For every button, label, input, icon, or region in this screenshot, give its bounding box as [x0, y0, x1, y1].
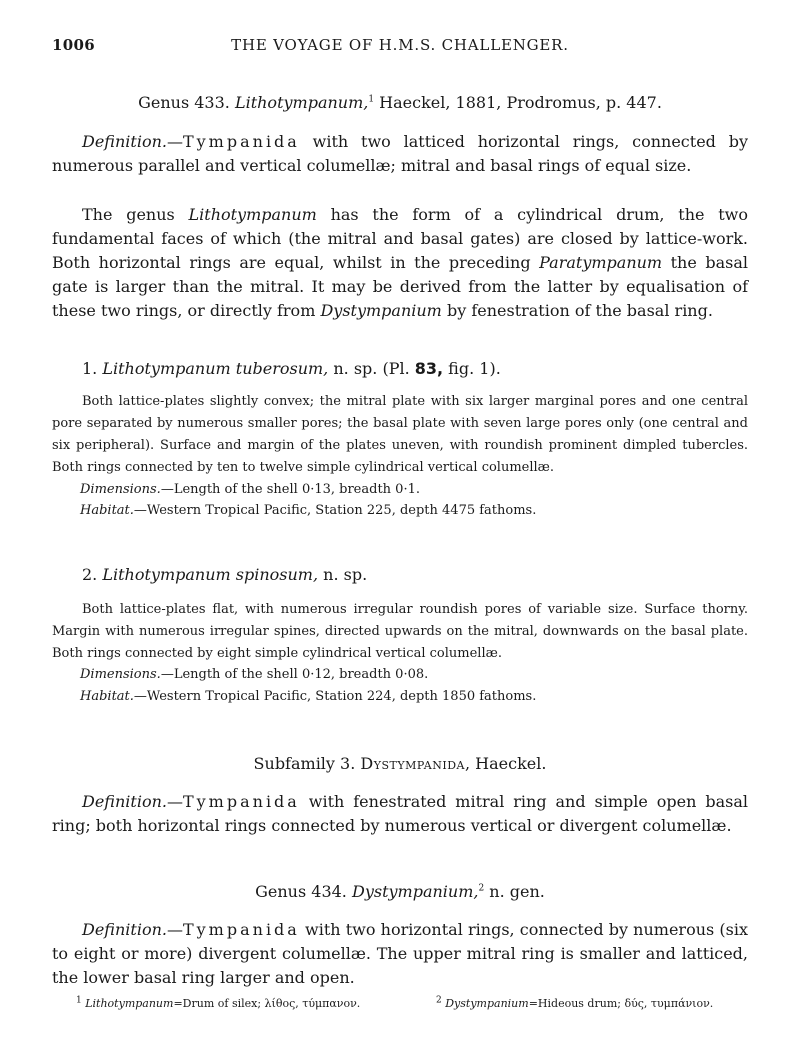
text-subfamily3-heading-suffix: , Haeckel. [464, 754, 547, 773]
text-species2-suffix: n. sp. [318, 565, 368, 584]
species-1-habitat [52, 500, 748, 522]
definition-term: Tympanida [182, 132, 300, 151]
text-subfamily3-def-dash: — [166, 792, 183, 811]
text-footnotes-fn1-mark: 1 [76, 995, 82, 1006]
running-title: THE VOYAGE OF H.M.S. CHALLENGER. [231, 36, 569, 54]
page [52, 0, 748, 1050]
text-species2-num: 2. [82, 565, 98, 584]
text-footnotes-fn1-text: =Drum of silex; λίθος, τύμπανον. [173, 997, 361, 1010]
genus-434-definition [52, 918, 748, 990]
text-genus434-def-term: Tympanida [182, 920, 300, 939]
species-1-heading [52, 357, 748, 381]
text-species1-dim-label: Dimensions. [80, 482, 161, 497]
definition-label: Definition. [82, 132, 167, 151]
text-genus434-heading-prefix: Genus 434. [255, 882, 347, 901]
text-genus434-def-text: with two horizontal rings, connected by numerous (six to eight or more) divergent columellæ. The upper mitral ring is smaller and latticed, the lower basal ring larger and open. [52, 920, 748, 987]
text-species1-dim-text: —Length of the shell 0·13, breadth 0·1. [160, 482, 420, 497]
species-1-name: Lithotympanum tuberosum, [102, 359, 329, 378]
genus-433-heading [52, 91, 748, 115]
species-2-description [52, 599, 748, 665]
footnote-ref-1: 1 [368, 94, 375, 105]
text-footnotes-fn2-text: =Hideous drum; δύς, τυμπάνιον. [528, 997, 714, 1010]
species-1-description [52, 391, 748, 479]
page-number: 1006 [52, 36, 95, 54]
text-species1-desc: Both lattice-plates slightly convex; the mitral plate with six larger marginal pores and one central pore separated by numerous smaller pores; the basal plate with seven large pores only (one central and six peripheral). Surface and margin of the plates uneven, with roundish prominent dimpled tubercles. Both rings connected by ten to twelve simple cylindrical vertical columellæ. [52, 394, 748, 475]
subfamily-3-definition [52, 790, 748, 838]
paragraph [52, 686, 748, 708]
species-2-dimensions [52, 664, 748, 686]
text-species1-num: 1. [82, 359, 98, 378]
genus-433-description [52, 203, 748, 323]
genus-434-name: Dystympanium, [351, 882, 479, 901]
text-genus433-para-1c: has the form of a cylindrical drum, the two fundamental faces of which (the mitral and basal gates) are closed by lattice-work. Both horizontal rings are equal, whilst in the preceding [52, 205, 749, 272]
genus-433-definition [52, 130, 748, 178]
genus-433-name: Lithotympanum, [234, 93, 369, 112]
footnote-1 [76, 996, 360, 1012]
species-2-name: Lithotympanum spinosum, [102, 565, 319, 584]
genus-434-heading [52, 880, 748, 904]
text-species1-hab-label: Habitat. [80, 503, 134, 518]
paragraph [52, 357, 748, 381]
footnote-2 [436, 996, 713, 1012]
text-species1-hab-text: —Western Tropical Pacific, Station 225, depth 4475 fathoms. [133, 503, 537, 518]
paragraph [52, 563, 748, 587]
text-genus433-para-1e: the basal gate is larger than the mitral. It may be derived from the latter by equalisation of these two rings, or directly from [52, 253, 749, 320]
text-genus433-def-dash: — [166, 132, 183, 151]
text-subfamily3-heading-prefix: Subfamily 3. [253, 754, 361, 773]
text-species2-dim-label: Dimensions. [80, 667, 161, 682]
text-genus433-para-1b: Lithotympanum [188, 205, 317, 224]
text-genus434-heading-suffix: n. gen. [484, 882, 545, 901]
paragraph [52, 918, 748, 990]
running-header [52, 36, 748, 60]
text-genus433-heading-suffix: Haeckel, 1881, Prodromus, p. 447. [374, 93, 662, 112]
paragraph [52, 203, 748, 323]
paragraph [52, 790, 748, 838]
text-footnotes-fn2-term: Dystympanium [445, 997, 529, 1010]
text-subfamily3-def-text: with fenestrated mitral ring and simple open basal ring; both horizontal rings connected by numerous vertical or divergent columellæ. [52, 792, 748, 835]
text-species2-hab-label: Habitat. [80, 689, 134, 704]
text-genus433-para-1f: Dystympanium [320, 301, 442, 320]
text-footnotes-fn2-mark: 2 [436, 995, 442, 1006]
text-species1-fig: fig. 1). [443, 359, 501, 378]
text-footnotes-fn1-term: Lithotympanum [85, 997, 174, 1010]
text-genus434-def-label: Definition. [82, 920, 167, 939]
subfamily-3-heading [52, 752, 748, 776]
text-genus433-para-1d: Paratympanum [539, 253, 663, 272]
species-2-heading [52, 563, 748, 587]
text-species1-plate: 83, [414, 359, 444, 378]
species-2-habitat [52, 686, 748, 708]
text-species2-desc: Both lattice-plates flat, with numerous irregular roundish pores of variable size. Surface thorny. Margin with numerous irregular spines, directed upwards on the mitral, downwards on the basal plate. Both rings connected by eight simple cylindrical vertical columellæ. [52, 602, 748, 661]
paragraph [52, 500, 748, 522]
text-genus433-para-1a: The genus [82, 205, 189, 224]
text-genus433-heading-prefix: Genus 433. [138, 93, 230, 112]
paragraph [52, 664, 748, 686]
text-species2-hab-text: —Western Tropical Pacific, Station 224, depth 1850 fathoms. [133, 689, 537, 704]
text-species2-dim-text: —Length of the shell 0·12, breadth 0·08. [160, 667, 429, 682]
text-genus434-def-dash: — [166, 920, 183, 939]
paragraph [52, 130, 748, 178]
text-species1-suffix: n. sp. (Pl. [328, 359, 415, 378]
text-genus433-para-1g: by fenestration of the basal ring. [441, 301, 713, 320]
text-genus433-def-text: with two latticed horizontal rings, connected by numerous parallel and vertical columellæ; mitral and basal rings of equal size. [52, 132, 748, 175]
text-subfamily3-def-label: Definition. [82, 792, 167, 811]
footnote-ref-2: 2 [478, 883, 485, 894]
text-subfamily3-def-term: Tympanida [182, 792, 300, 811]
species-1-dimensions [52, 479, 748, 501]
subfamily-name: Dystympanida [360, 754, 465, 773]
paragraph [52, 479, 748, 501]
